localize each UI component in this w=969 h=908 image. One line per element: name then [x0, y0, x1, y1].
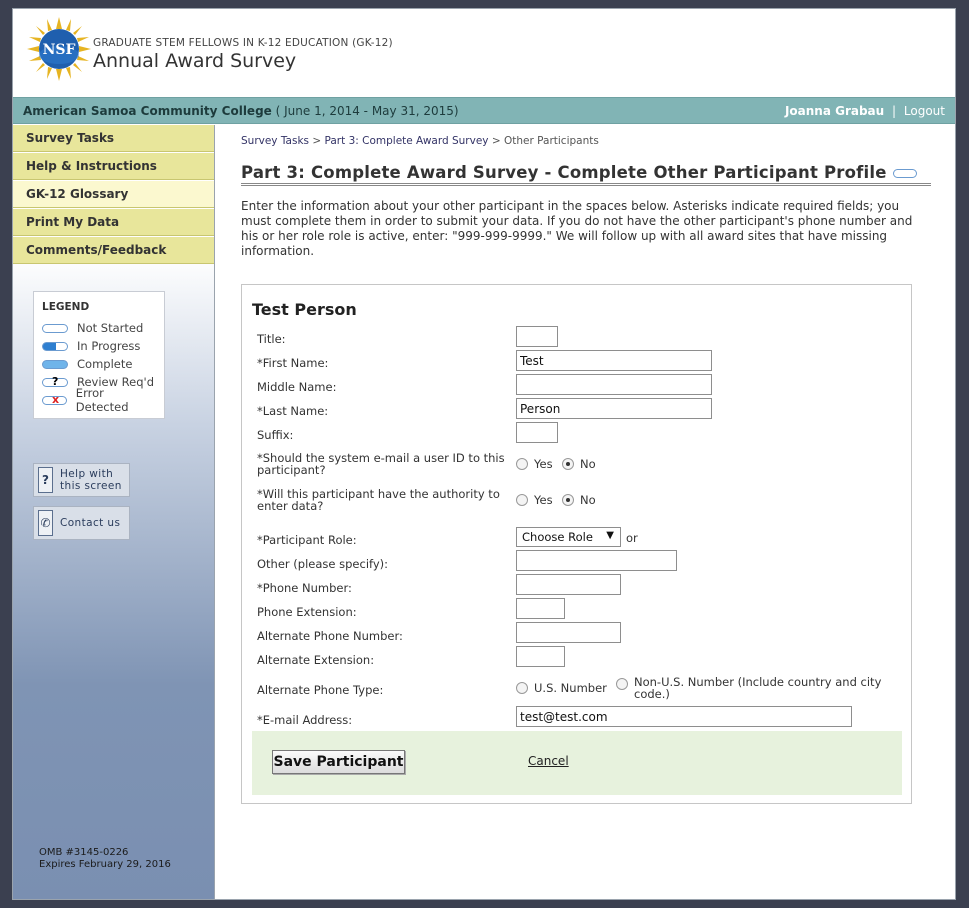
alt-ext-input[interactable] — [516, 646, 565, 667]
logout-link[interactable]: Logout — [903, 104, 945, 118]
alt-phone-type-label: Alternate Phone Type: — [257, 683, 384, 697]
middle-name-input[interactable] — [516, 374, 712, 395]
last-name-label: *Last Name: — [257, 404, 329, 418]
context-bar — [13, 97, 955, 124]
page-title: Part 3: Complete Award Survey - Complete Other Participant Profile — [241, 163, 887, 182]
question-icon: ? — [38, 467, 53, 493]
phone-icon: ✆ — [38, 510, 53, 536]
legend-label: Complete — [77, 357, 133, 371]
role-label: *Participant Role: — [257, 533, 357, 547]
radio-label: U.S. Number — [534, 680, 607, 695]
not-started-icon — [42, 324, 68, 333]
logo-text: NSF — [42, 42, 76, 58]
us-number-option[interactable] — [516, 680, 607, 695]
email-label: *E-mail Address: — [257, 713, 353, 727]
legend-label: Error Detected — [75, 386, 129, 414]
last-name-input[interactable] — [516, 398, 712, 419]
radio-label: Yes — [534, 456, 553, 471]
contact-button-label: Contact us — [60, 517, 121, 529]
help-screen-button[interactable] — [33, 463, 130, 497]
radio-label: Yes — [534, 492, 553, 507]
participant-role-select[interactable] — [516, 527, 621, 547]
radio-label: No — [580, 492, 596, 507]
radio-button[interactable] — [516, 494, 528, 506]
dropdown-arrow-icon: ▼ — [606, 530, 614, 541]
email-userid-yes[interactable] — [516, 456, 553, 471]
or-text: or — [626, 531, 638, 545]
radio-button[interactable] — [516, 458, 528, 470]
radio-button[interactable] — [616, 678, 628, 690]
contact-us-button[interactable] — [33, 506, 130, 540]
institution-name: American Samoa Community College — [23, 104, 272, 118]
title-input[interactable] — [516, 326, 558, 347]
legend-error — [42, 386, 156, 414]
error-icon — [42, 396, 67, 405]
page-title-row — [241, 163, 931, 186]
alt-ext-label: Alternate Extension: — [257, 653, 375, 667]
email-userid-label: *Should the system e-mail a user ID to this participant? — [257, 451, 505, 477]
program-subtitle: GRADUATE STEM FELLOWS IN K-12 EDUCATION (GK-12) — [93, 37, 393, 49]
award-period: ( June 1, 2014 - May 31, 2015) — [275, 104, 459, 118]
not-started-status-icon — [893, 169, 917, 178]
breadcrumb-survey-tasks[interactable]: Survey Tasks — [241, 135, 309, 147]
save-participant-button[interactable]: Save Participant — [272, 750, 405, 774]
suffix-input[interactable] — [516, 422, 558, 443]
authority-no[interactable] — [562, 492, 596, 507]
radio-button[interactable] — [516, 682, 528, 694]
breadcrumb — [241, 135, 599, 147]
authority-label: *Will this participant have the authority to enter data? — [257, 487, 500, 513]
user-menu — [785, 104, 945, 118]
omb-expiry: Expires February 29, 2016 — [39, 859, 171, 870]
institution-info — [23, 104, 459, 118]
suffix-label: Suffix: — [257, 428, 294, 442]
legend-heading: LEGEND — [42, 301, 90, 313]
cancel-link[interactable]: Cancel — [528, 754, 569, 768]
first-name-label: *First Name: — [257, 356, 329, 370]
sidebar — [13, 125, 215, 900]
breadcrumb-current: Other Participants — [504, 135, 599, 147]
status-legend — [33, 291, 165, 419]
email-userid-no[interactable] — [562, 456, 596, 471]
first-name-input[interactable] — [516, 350, 712, 371]
nav-glossary[interactable]: GK-12 Glossary — [13, 181, 214, 208]
alt-phone-label: Alternate Phone Number: — [257, 629, 403, 643]
legend-complete — [42, 355, 156, 373]
legend-not-started — [42, 319, 156, 337]
legend-in-progress — [42, 337, 156, 355]
nav-help-instructions[interactable]: Help & Instructions — [13, 153, 214, 180]
non-us-number-option[interactable] — [616, 676, 886, 700]
header — [13, 9, 955, 95]
user-separator: | — [892, 104, 897, 118]
user-name: Joanna Grabau — [784, 104, 885, 118]
help-button-label — [60, 468, 122, 492]
participant-form — [241, 284, 912, 804]
other-label: Other (please specify): — [257, 557, 389, 571]
title-label: Title: — [257, 332, 286, 346]
phone-ext-input[interactable] — [516, 598, 565, 619]
legend-label: In Progress — [77, 339, 141, 353]
radio-button-selected[interactable] — [562, 458, 574, 470]
email-input[interactable] — [516, 706, 852, 727]
authority-yes[interactable] — [516, 492, 553, 507]
nav-survey-tasks[interactable]: Survey Tasks — [13, 125, 214, 152]
nsf-logo — [27, 17, 91, 81]
phone-label: *Phone Number: — [257, 581, 352, 595]
help-line2: this screen — [60, 480, 122, 492]
nav-comments-feedback[interactable]: Comments/Feedback — [13, 237, 214, 264]
review-required-icon — [42, 378, 68, 387]
radio-label: No — [580, 456, 596, 471]
alt-phone-input[interactable] — [516, 622, 621, 643]
in-progress-icon — [42, 342, 68, 351]
radio-button-selected[interactable] — [562, 494, 574, 506]
app-title: Annual Award Survey — [93, 50, 297, 72]
phone-input[interactable] — [516, 574, 621, 595]
legend-label: Review Req'd — [77, 375, 154, 389]
middle-name-label: Middle Name: — [257, 380, 337, 394]
other-role-input[interactable] — [516, 550, 677, 571]
omb-number: OMB #3145-0226 — [39, 847, 129, 858]
form-actions — [252, 731, 902, 795]
breadcrumb-separator: > — [491, 135, 501, 147]
breadcrumb-separator: > — [312, 135, 322, 147]
breadcrumb-part3[interactable]: Part 3: Complete Award Survey — [324, 135, 489, 147]
phone-ext-label: Phone Extension: — [257, 605, 357, 619]
complete-icon — [42, 360, 68, 369]
omb-notice — [39, 847, 171, 871]
radio-label: Non-U.S. Number (Include country and city code.) — [634, 675, 882, 701]
participant-name-heading: Test Person — [252, 300, 357, 319]
role-select-value: Choose Role — [522, 530, 593, 544]
legend-label: Not Started — [77, 321, 144, 335]
intro-text: Enter the information about your other participant in the spaces below. Asterisks indicate required fields; you must complete them in order to submit your data. If you do not have the other participant's phone number and his or her role role is active, enter: "999-999-9999." We will follow up with all award sites that have missing information. — [241, 199, 913, 258]
help-line1: Help with — [60, 468, 114, 480]
nav-print-data[interactable]: Print My Data — [13, 209, 214, 236]
app-window — [12, 8, 956, 900]
